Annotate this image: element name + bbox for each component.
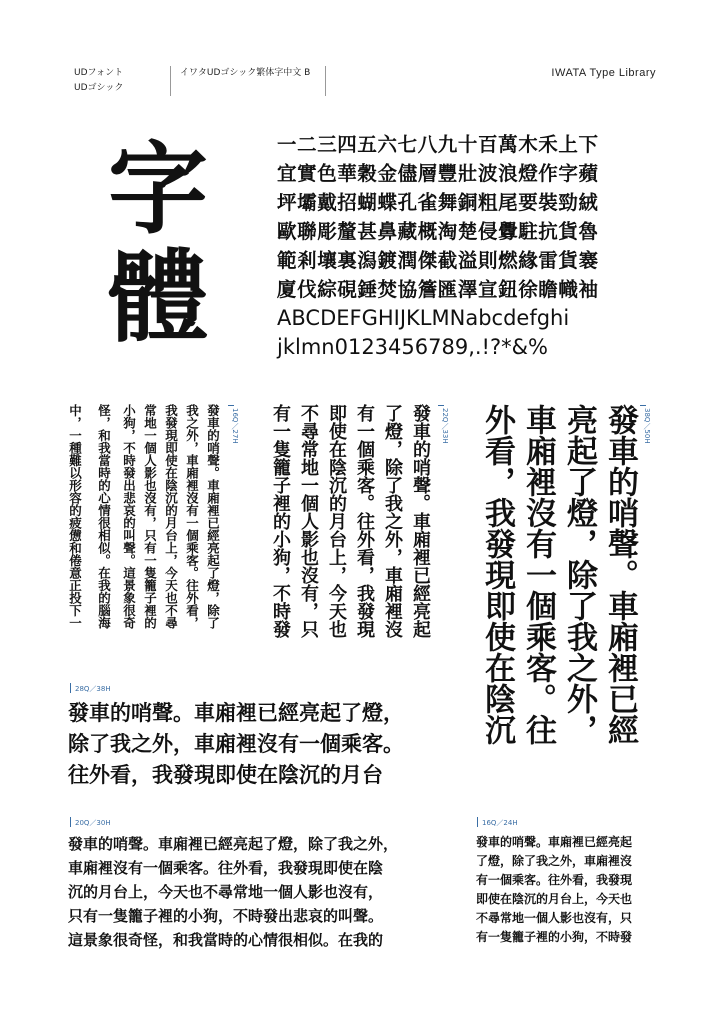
vertical-column: 發車的哨聲。車廂裡已經亮起	[410, 404, 431, 638]
text-line: 往外看，我發現即使在陰沉的月台	[68, 763, 383, 787]
category-line-2: UDゴシック	[74, 83, 124, 93]
text-line: 有一隻籠子裡的小狗，不時發	[476, 930, 633, 944]
vertical-column: 亮起了燈，除了我之外，	[561, 404, 597, 745]
vertical-column: 常地一個人影也沒有，只有一隻籠子裡的	[142, 404, 158, 629]
text-line: 了燈，除了我之外，車廂裡沒	[476, 854, 633, 868]
horizontal-sample-16q	[476, 833, 632, 947]
text-line: 有一個乘客。往外看，我發現	[476, 873, 633, 887]
text-line: 車廂裡沒有一個乘客。往外看，我發現即使在陰	[68, 859, 384, 877]
size-label-16q-h: 16Q／24H	[482, 819, 518, 827]
vertical-column: 我發現即使在陰沉的月台上，今天也不尋	[163, 404, 179, 629]
font-name: イワタUDゴシック繁体字中文 B	[180, 68, 311, 78]
char-row: 一二三四五六七八九十百萬木禾上下	[277, 133, 599, 156]
size-marker	[228, 405, 234, 406]
char-row: 坪壩戴招蝴蝶孔雀舞銅粗尾要裝勁絨	[277, 191, 599, 214]
text-line: 發車的哨聲。車廂裡已經亮起了燈，	[68, 701, 404, 725]
vertical-column: 車廂裡沒有一個乘客。往	[520, 404, 556, 745]
char-row: 廈伐綜硯錘焚協簷匯澤宣鈕徐瞻幟袖	[277, 278, 599, 301]
size-marker	[438, 405, 444, 406]
big-char-ti: 體	[108, 239, 208, 356]
char-set	[277, 130, 599, 362]
vertical-column: 不尋常地一個人影也沒有，只	[298, 404, 319, 638]
size-label-16q: 16Q／27H	[231, 408, 239, 444]
header-divider-2	[325, 66, 326, 96]
text-line: 即使在陰沉的月台上，今天也	[476, 892, 633, 906]
vertical-column: 有一隻籠子裡的小狗，不時發	[270, 404, 291, 638]
text-line: 沉的月台上，今天也不尋常地一個人影也沒有，	[68, 883, 384, 901]
category-label	[74, 66, 123, 96]
vertical-column: 發車的哨聲。車廂裡已經	[602, 404, 638, 745]
text-line: 發車的哨聲。車廂裡已經亮起了燈，除了我之外，	[68, 835, 399, 853]
size-marker	[70, 817, 71, 827]
vertical-column: 即使在陰沉的月台上，今天也	[326, 404, 347, 638]
brand-name: IWATA Type Library	[551, 67, 656, 79]
latin-row: jklmn0123456789,.!?*&%	[277, 335, 548, 359]
text-line: 發車的哨聲。車廂裡已經亮起	[476, 835, 633, 849]
vertical-column: 有一個乘客。往外看，我發現	[354, 404, 375, 638]
size-marker	[477, 817, 478, 827]
vertical-column: 發車的哨聲。車廂裡已經亮起了燈，除了	[205, 404, 221, 629]
category-line-1: UDフォント	[74, 68, 124, 78]
vertical-column: 了燈，除了我之外，車廂裡沒	[382, 404, 403, 638]
header-divider-1	[170, 66, 171, 96]
vertical-column: 怪，和我當時的心情很相似。在我的腦海	[96, 404, 112, 629]
char-row: 宜實色華穀金儘層豐壯波浪燈作字蘋	[277, 162, 599, 185]
latin-row: ABCDEFGHIJKLMNabcdefghi	[277, 306, 570, 330]
horizontal-sample-28q	[68, 698, 404, 791]
vertical-column: 我之外，車廂裡沒有一個乘客。往外看，	[184, 404, 200, 629]
size-label-28q: 28Q／38H	[75, 685, 111, 693]
vertical-column: 小狗，不時發出悲哀的叫聲。這景象很奇	[121, 404, 137, 629]
text-line: 只有一隻籠子裡的小狗，不時發出悲哀的叫聲。	[68, 907, 384, 925]
vertical-column: 中，一種難以形容的疲憊和倦意正投下一	[67, 404, 83, 629]
size-label-22q: 22Q／33H	[441, 408, 449, 444]
horizontal-sample-20q	[68, 832, 398, 952]
char-row: 歐聯彫釐甚鼻藏概淘楚侵釁駐抗貨魯	[277, 220, 599, 243]
text-line: 不尋常地一個人影也沒有，只	[476, 911, 633, 925]
char-row: 範剎壤裏潟鍍潤傑截溢則燃緣雷貨褰	[277, 249, 599, 272]
size-marker	[70, 683, 71, 693]
text-line: 除了我之外，車廂裡沒有一個乘客。	[68, 732, 404, 756]
text-line: 這景象很奇怪，和我當時的心情很相似。在我的	[68, 931, 384, 949]
vertical-column: 外看，我發現即使在陰沉	[479, 404, 515, 745]
big-char-ji: 字	[108, 131, 208, 248]
size-label-20q: 20Q／30H	[75, 819, 111, 827]
size-marker	[640, 405, 646, 406]
size-label-38q: 38Q／50H	[643, 408, 651, 444]
